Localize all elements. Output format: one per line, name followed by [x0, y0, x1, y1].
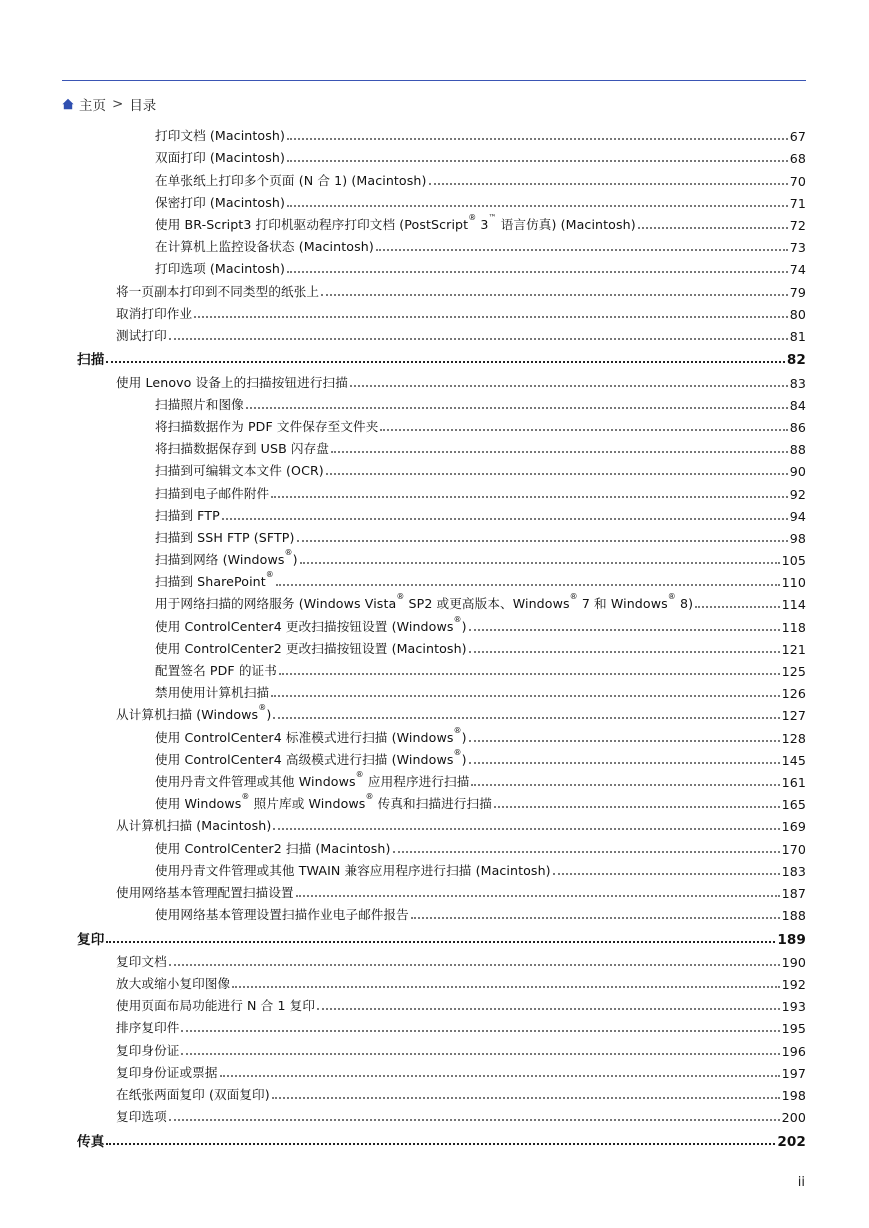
- toc-leader-dots: [106, 361, 784, 363]
- toc-entry[interactable]: [62, 479, 806, 501]
- toc-entry-page: 92: [789, 486, 806, 502]
- toc-entry[interactable]: [62, 189, 806, 211]
- toc-leader-dots: [326, 473, 788, 475]
- toc-entry-title: 取消打印作业: [116, 305, 193, 321]
- toc-leader-dots: [194, 316, 788, 318]
- page-number: ii: [797, 1175, 805, 1190]
- toc-entry-title: 扫描到 SharePoint®: [155, 570, 274, 590]
- toc-leader-dots: [271, 496, 788, 498]
- toc-entry[interactable]: [62, 233, 806, 255]
- toc-entry[interactable]: [62, 166, 806, 188]
- toc-leader-dots: [429, 183, 788, 185]
- toc-entry[interactable]: [62, 568, 806, 590]
- toc-entry-page: 84: [789, 397, 806, 413]
- home-icon[interactable]: [62, 98, 74, 110]
- toc-entry-page: 79: [789, 284, 806, 300]
- toc-entry-title: 扫描: [77, 352, 105, 369]
- toc-entry-title: 打印选项 (Macintosh): [155, 261, 285, 277]
- toc-entry-page: 90: [789, 464, 806, 480]
- toc-entry-title: 将扫描数据作为 PDF 文件保存至文件夹: [155, 418, 379, 434]
- toc-entry-title: 使用丹青文件管理或其他 TWAIN 兼容应用程序进行扫描 (Macintosh): [155, 862, 551, 878]
- toc-entry-title: 扫描到网络 (Windows®): [155, 548, 298, 568]
- toc-entry[interactable]: [62, 857, 806, 879]
- toc-entry[interactable]: [62, 948, 806, 970]
- toc-entry[interactable]: [62, 701, 806, 723]
- toc-entry[interactable]: [62, 992, 806, 1014]
- toc-entry[interactable]: [62, 812, 806, 834]
- toc-entry[interactable]: [62, 1036, 806, 1058]
- toc-leader-dots: [296, 895, 780, 897]
- toc-entry[interactable]: [62, 635, 806, 657]
- toc-entry-title: 使用 ControlCenter4 高级模式进行扫描 (Windows®): [155, 747, 467, 767]
- toc-entry-page: 110: [781, 575, 806, 591]
- toc-entry-page: 68: [789, 151, 806, 167]
- toc-leader-dots: [494, 806, 780, 808]
- toc-entry-page: 190: [781, 954, 806, 970]
- toc-entry-page: 83: [789, 375, 806, 391]
- toc-entry[interactable]: [62, 790, 806, 812]
- toc-leader-dots: [181, 1053, 779, 1055]
- toc-entry[interactable]: [62, 970, 806, 992]
- toc-entry-page: 74: [789, 262, 806, 278]
- toc-leader-dots: [246, 407, 788, 409]
- toc-entry[interactable]: [62, 322, 806, 344]
- toc-entry-title: 排序复印件: [116, 1020, 180, 1036]
- toc-leader-dots: [376, 249, 788, 251]
- toc-leader-dots: [331, 451, 788, 453]
- toc-entry-page: 118: [781, 619, 806, 635]
- toc-entry-page: 114: [781, 597, 806, 613]
- toc-leader-dots: [393, 851, 780, 853]
- toc-entry-title: 用于网络扫描的网络服务 (Windows Vista® SP2 或更高版本、Windows® 7 和 Windows® 8): [155, 592, 694, 612]
- toc-leader-dots: [106, 1143, 775, 1145]
- toc-entry-title: 配置签名 PDF 的证书: [155, 663, 277, 678]
- toc-leader-dots: [273, 717, 779, 719]
- toc-leader-dots: [638, 227, 788, 229]
- toc-entry-title: 使用 ControlCenter2 更改扫描按钮设置 (Macintosh): [155, 640, 467, 656]
- toc-entry[interactable]: [62, 1103, 806, 1125]
- breadcrumb: [62, 94, 156, 114]
- toc-entry-page: 71: [789, 195, 806, 211]
- toc-entry[interactable]: [62, 612, 806, 634]
- toc-leader-dots: [297, 540, 788, 542]
- toc-leader-dots: [380, 429, 787, 431]
- toc-leader-dots: [276, 584, 780, 586]
- toc-entry-title: 使用网络基本管理配置扫描设置: [116, 884, 294, 900]
- toc-entry-page: 72: [789, 217, 806, 233]
- toc-entry-page: 67: [789, 129, 806, 145]
- toc-entry-page: 200: [781, 1110, 806, 1126]
- toc-entry-title: 放大或缩小复印图像: [116, 975, 231, 991]
- toc-entry-title: 扫描到可编辑文本文件 (OCR): [155, 463, 324, 479]
- toc-chapter-entry[interactable]: [62, 344, 806, 369]
- toc-entry-page: 165: [781, 797, 806, 813]
- toc-entry-title: 复印身份证: [116, 1042, 180, 1058]
- toc-entry-page: 82: [786, 352, 806, 369]
- toc-entry-title: 测试打印: [116, 327, 167, 343]
- toc-entry-title: 使用 BR-Script3 打印机驱动程序打印文档 (PostScript® 3™ 语言仿真) (Macintosh): [155, 212, 636, 232]
- toc-entry-title: 复印: [77, 931, 105, 948]
- toc-entry-title: 传真: [77, 1133, 105, 1150]
- toc-leader-dots: [411, 917, 780, 919]
- toc-entry[interactable]: [62, 391, 806, 413]
- toc-entry-page: 202: [777, 1133, 806, 1150]
- toc-leader-dots: [469, 740, 780, 742]
- toc-leader-dots: [317, 1008, 780, 1010]
- toc-entry-title: 在计算机上监控设备状态 (Macintosh): [155, 239, 374, 255]
- toc-leader-dots: [287, 205, 788, 207]
- toc-entry-page: 192: [781, 976, 806, 992]
- toc-leader-dots: [300, 562, 780, 564]
- toc-entry[interactable]: [62, 211, 806, 233]
- toc-entry-title: 使用 Lenovo 设备上的扫描按钮进行扫描: [116, 374, 348, 390]
- toc-entry-page: 73: [789, 240, 806, 256]
- toc-entry[interactable]: [62, 1081, 806, 1103]
- breadcrumb-current: 目录: [129, 98, 157, 114]
- toc-entry-title: 使用 ControlCenter4 更改扫描按钮设置 (Windows®): [155, 614, 467, 634]
- toc-leader-dots: [279, 673, 780, 675]
- toc-leader-dots: [287, 271, 788, 273]
- toc-entry[interactable]: [62, 457, 806, 479]
- toc-entry-title: 打印文档 (Macintosh): [155, 128, 285, 144]
- toc-entry-page: 86: [789, 419, 806, 435]
- toc-leader-dots: [232, 986, 779, 988]
- toc-leader-dots: [181, 1030, 779, 1032]
- toc-entry-title: 使用网络基本管理设置扫描作业电子邮件报告: [155, 907, 409, 923]
- toc-entry-title: 扫描到 FTP: [155, 507, 220, 523]
- toc-entry[interactable]: [62, 1059, 806, 1081]
- toc-entry-title: 扫描到电子邮件附件: [155, 485, 270, 501]
- toc-entry[interactable]: [62, 524, 806, 546]
- toc-leader-dots: [469, 651, 780, 653]
- toc-leader-dots: [321, 294, 788, 296]
- toc-entry[interactable]: [62, 122, 806, 144]
- breadcrumb-home-link[interactable]: 主页: [79, 98, 106, 114]
- toc-entry-title: 在纸张两面复印 (双面复印): [116, 1086, 270, 1102]
- toc-entry-title: 双面打印 (Macintosh): [155, 150, 285, 166]
- toc-leader-dots: [350, 385, 788, 387]
- toc-entry-page: 187: [781, 885, 806, 901]
- toc-chapter-entry[interactable]: [62, 923, 806, 948]
- toc-leader-dots: [220, 1075, 780, 1077]
- toc-entry[interactable]: [62, 901, 806, 923]
- toc-entry[interactable]: [62, 768, 806, 790]
- toc-entry[interactable]: [62, 277, 806, 299]
- toc-entry-page: 127: [781, 708, 806, 724]
- toc-entry[interactable]: [62, 1014, 806, 1036]
- toc-entry-title: 将一页副本打印到不同类型的纸张上: [116, 283, 320, 299]
- toc-leader-dots: [695, 606, 780, 608]
- toc-leader-dots: [553, 873, 780, 875]
- toc-leader-dots: [169, 964, 780, 966]
- toc-entry-title: 将扫描数据保存到 USB 闪存盘: [155, 441, 329, 457]
- toc-entry[interactable]: [62, 657, 806, 679]
- breadcrumb-separator: >: [112, 96, 124, 112]
- toc-entry-title: 使用 ControlCenter4 标准模式进行扫描 (Windows®): [155, 725, 467, 745]
- toc-entry[interactable]: [62, 255, 806, 277]
- toc-leader-dots: [169, 1119, 780, 1121]
- toc-chapter-entry[interactable]: [62, 1125, 806, 1150]
- toc-leader-dots: [222, 518, 788, 520]
- toc-entry-page: 81: [789, 328, 806, 344]
- toc-entry-page: 70: [789, 173, 806, 189]
- toc-leader-dots: [469, 762, 780, 764]
- toc-leader-dots: [106, 941, 775, 943]
- toc-entry-page: 128: [781, 730, 806, 746]
- toc-entry[interactable]: [62, 746, 806, 768]
- toc-entry-page: 197: [781, 1065, 806, 1081]
- toc-entry[interactable]: [62, 368, 806, 390]
- toc-leader-dots: [287, 160, 788, 162]
- toc-leader-dots: [471, 784, 779, 786]
- toc-leader-dots: [287, 138, 788, 140]
- toc-entry-title: 从计算机扫描 (Macintosh): [116, 818, 272, 834]
- toc-entry-page: 195: [781, 1021, 806, 1037]
- toc-entry-title: 复印文档: [116, 953, 167, 969]
- toc-entry-title: 扫描照片和图像: [155, 396, 244, 412]
- toc-leader-dots: [273, 828, 779, 830]
- toc-entry[interactable]: [62, 435, 806, 457]
- toc-entry[interactable]: [62, 723, 806, 745]
- toc-entry-title: 使用页面布局功能进行 N 合 1 复印: [116, 998, 316, 1014]
- toc-entry-page: 88: [789, 442, 806, 458]
- toc-leader-dots: [469, 629, 780, 631]
- toc-entry-title: 复印选项: [116, 1109, 167, 1125]
- toc-entry-title: 保密打印 (Macintosh): [155, 194, 285, 210]
- toc-entry-title: 使用丹青文件管理或其他 Windows® 应用程序进行扫描: [155, 769, 470, 789]
- toc-entry[interactable]: [62, 834, 806, 856]
- header-rule: [62, 80, 806, 81]
- toc-entry-title: 从计算机扫描 (Windows®): [116, 703, 272, 723]
- toc-entry-page: 105: [781, 553, 806, 569]
- table-of-contents: [62, 122, 806, 1150]
- toc-entry-page: 188: [781, 908, 806, 924]
- toc-entry-page: 189: [777, 931, 806, 948]
- toc-entry-page: 125: [781, 664, 806, 679]
- toc-entry[interactable]: [62, 144, 806, 166]
- toc-entry[interactable]: [62, 679, 806, 701]
- toc-entry-page: 94: [789, 508, 806, 524]
- toc-entry-page: 126: [781, 686, 806, 702]
- toc-entry-page: 98: [789, 530, 806, 546]
- toc-entry-title: 在单张纸上打印多个页面 (N 合 1) (Macintosh): [155, 172, 427, 188]
- toc-entry[interactable]: [62, 300, 806, 322]
- toc-entry-page: 170: [781, 841, 806, 857]
- toc-entry-title: 禁用使用计算机扫描: [155, 685, 270, 701]
- toc-entry-page: 198: [781, 1087, 806, 1103]
- toc-entry-page: 121: [781, 641, 806, 657]
- toc-entry-title: 使用 Windows® 照片库或 Windows® 传真和扫描进行扫描: [155, 792, 492, 812]
- toc-entry-page: 169: [781, 819, 806, 835]
- toc-entry-title: 复印身份证或票据: [116, 1064, 218, 1080]
- toc-entry[interactable]: [62, 590, 806, 612]
- toc-entry[interactable]: [62, 502, 806, 524]
- toc-entry[interactable]: [62, 879, 806, 901]
- toc-entry-page: 161: [781, 774, 806, 790]
- toc-entry[interactable]: [62, 413, 806, 435]
- toc-entry-page: 80: [789, 306, 806, 322]
- toc-entry-page: 145: [781, 752, 806, 768]
- toc-leader-dots: [169, 338, 788, 340]
- toc-entry-title: 使用 ControlCenter2 扫描 (Macintosh): [155, 840, 391, 856]
- toc-entry[interactable]: [62, 546, 806, 568]
- toc-leader-dots: [271, 695, 779, 697]
- toc-entry-page: 183: [781, 863, 806, 879]
- toc-entry-title: 扫描到 SSH FTP (SFTP): [155, 529, 295, 545]
- toc-leader-dots: [272, 1097, 780, 1099]
- toc-entry-page: 193: [781, 999, 806, 1015]
- toc-entry-page: 196: [781, 1043, 806, 1059]
